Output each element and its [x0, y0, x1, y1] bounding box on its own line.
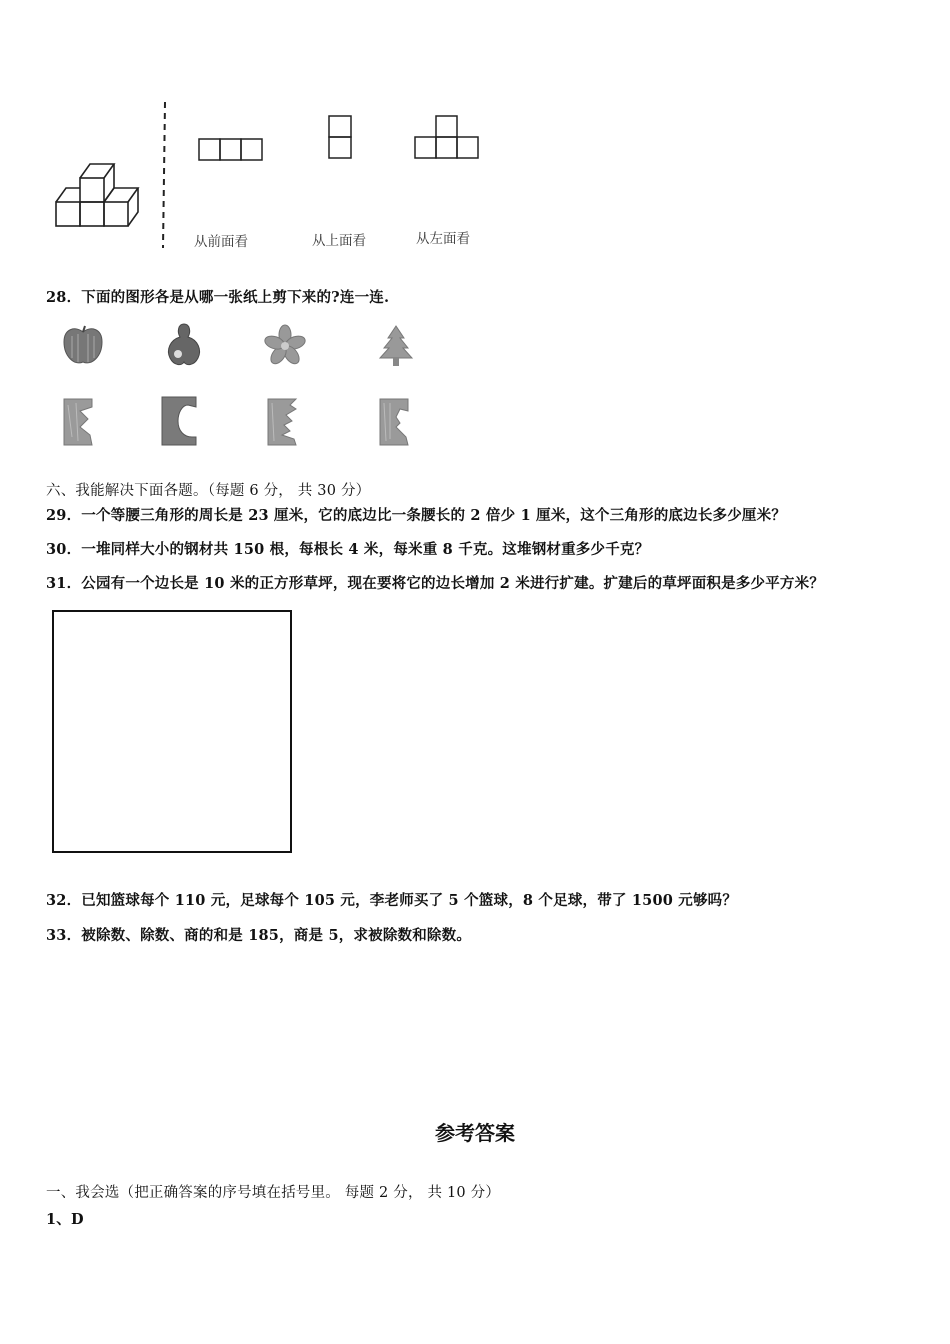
paper-3 — [266, 397, 300, 449]
top-view-drawing — [328, 115, 354, 161]
apple-shape — [60, 324, 106, 368]
section-6-title: 六、我能解决下面各题。（每题 6 分， 共 30 分） — [46, 483, 371, 499]
question-31: 31．公园有一个边长是 10 米的正方形草坪，现在要将它的边长增加 2 米进行扩建。扩建后的草坪面积是多少平方米？ — [46, 575, 825, 592]
answer-1: 1、D — [46, 1211, 84, 1228]
flower-shape — [262, 324, 308, 368]
answers-title: 参考答案 — [435, 1121, 515, 1145]
top-view-label: 从上面看 — [312, 233, 366, 249]
tree-shape — [376, 324, 416, 368]
square-lawn-diagram — [52, 610, 292, 853]
paper-4 — [378, 397, 412, 449]
left-view-drawing — [414, 115, 484, 161]
paper-1 — [62, 397, 96, 449]
cube-stack-figure — [50, 155, 150, 235]
dashed-divider — [160, 102, 170, 248]
gourd-shape — [164, 322, 204, 370]
question-32: 32．已知篮球每个 110 元，足球每个 105 元，李老师买了 5 个篮球，8 个足球，带了 1500 元够吗？ — [46, 892, 738, 909]
left-view-label: 从左面看 — [416, 231, 470, 247]
paper-2 — [160, 395, 200, 449]
question-29: 29．一个等腰三角形的周长是 23 厘米，它的底边比一条腰长的 2 倍少 1 厘米，这个三角形的底边长多少厘米？ — [46, 507, 787, 524]
front-view-drawing — [198, 138, 266, 162]
question-28: 28．下面的图形各是从哪一张纸上剪下来的?连一连. — [46, 289, 390, 306]
question-30: 30．一堆同样大小的钢材共 150 根，每根长 4 米，每米重 8 千克。这堆钢材重多少千克？ — [46, 541, 650, 558]
question-33: 33．被除数、除数、商的和是 185，商是 5，求被除数和除数。 — [46, 927, 472, 944]
front-view-label: 从前面看 — [194, 234, 248, 250]
answers-section-1-title: 一、我会选（把正确答案的序号填在括号里。 每题 2 分， 共 10 分） — [46, 1185, 501, 1201]
